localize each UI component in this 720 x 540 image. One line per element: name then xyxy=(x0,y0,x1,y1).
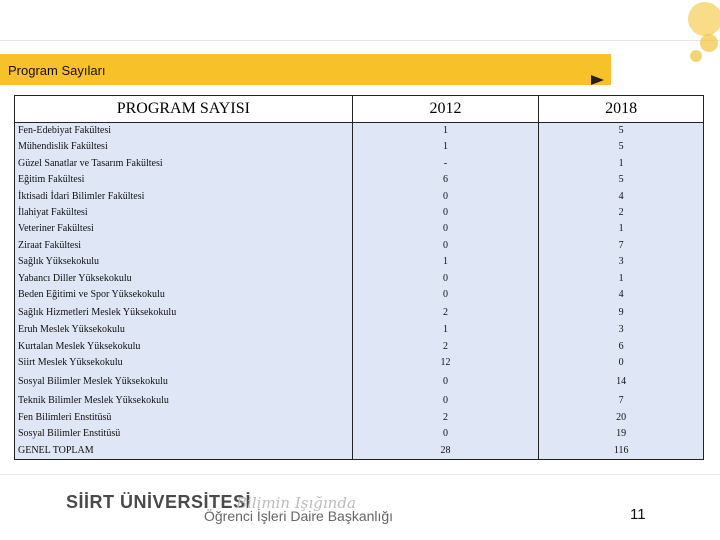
arrow-icon xyxy=(591,75,604,85)
office-name: Öğrenci İşleri Daire Başkanlığı xyxy=(204,508,394,524)
value-2018: 9 xyxy=(539,303,704,322)
value-2012: 0 xyxy=(352,238,539,254)
unit-name: Güzel Sanatlar ve Tasarım Fakültesi xyxy=(15,156,353,172)
value-2012: 1 xyxy=(352,322,539,338)
value-2018: 3 xyxy=(539,254,704,270)
table-row xyxy=(15,426,704,442)
value-2012: 0 xyxy=(352,271,539,287)
value-2018: 1 xyxy=(539,271,704,287)
unit-name: Sosyal Bilimler Meslek Yüksekokulu xyxy=(15,372,353,391)
value-2012: 0 xyxy=(352,189,539,205)
page-title: Program Sayıları xyxy=(8,63,106,78)
value-2018: 19 xyxy=(539,426,704,442)
table-row xyxy=(15,139,704,155)
value-2012: 1 xyxy=(352,139,539,155)
value-2012: 1 xyxy=(352,254,539,270)
value-2018: 1 xyxy=(539,156,704,172)
table-row xyxy=(15,271,704,287)
total-2012: 28 xyxy=(352,443,539,460)
unit-name: Sağlık Yüksekokulu xyxy=(15,254,353,270)
header-program: PROGRAM SAYISI xyxy=(15,96,353,123)
table-row xyxy=(15,287,704,303)
page-number: 11 xyxy=(630,506,646,523)
unit-name: Yabancı Diller Yüksekokulu xyxy=(15,271,353,287)
value-2012: 1 xyxy=(352,123,539,140)
value-2012: 0 xyxy=(352,391,539,410)
value-2012: 0 xyxy=(352,426,539,442)
value-2018: 3 xyxy=(539,322,704,338)
table-row xyxy=(15,339,704,355)
value-2012: 0 xyxy=(352,287,539,303)
footer-divider xyxy=(0,474,720,475)
unit-name: Sağlık Hizmetleri Meslek Yüksekokulu xyxy=(15,303,353,322)
unit-name: Beden Eğitimi ve Spor Yüksekokulu xyxy=(15,287,353,303)
value-2018: 4 xyxy=(539,189,704,205)
unit-name: Fen Bilimleri Enstitüsü xyxy=(15,410,353,426)
header-2012: 2012 xyxy=(352,96,539,123)
table-row xyxy=(15,410,704,426)
top-frame xyxy=(0,0,720,41)
table-row xyxy=(15,372,704,391)
program-table xyxy=(14,95,704,460)
unit-name: Kurtalan Meslek Yüksekokulu xyxy=(15,339,353,355)
decoration-circle xyxy=(688,2,720,36)
decoration-circle xyxy=(700,34,718,52)
value-2012: 2 xyxy=(352,339,539,355)
university-logo-text: SİİRT ÜNİVERSİTESİ xyxy=(66,492,252,512)
unit-name: Teknik Bilimler Meslek Yüksekokulu xyxy=(15,391,353,410)
value-2018: 7 xyxy=(539,391,704,410)
value-2018: 14 xyxy=(539,372,704,391)
unit-name: Eğitim Fakültesi xyxy=(15,172,353,188)
table-row xyxy=(15,355,704,371)
table-row xyxy=(15,221,704,237)
value-2012: 0 xyxy=(352,221,539,237)
value-2012: - xyxy=(352,156,539,172)
unit-name: Eruh Meslek Yüksekokulu xyxy=(15,322,353,338)
total-label: GENEL TOPLAM xyxy=(15,443,353,460)
value-2018: 4 xyxy=(539,287,704,303)
value-2012: 6 xyxy=(352,172,539,188)
table-header-row xyxy=(15,96,704,123)
table-row xyxy=(15,156,704,172)
value-2012: 2 xyxy=(352,303,539,322)
value-2012: 0 xyxy=(352,205,539,221)
table-row xyxy=(15,254,704,270)
value-2018: 2 xyxy=(539,205,704,221)
table-total-row xyxy=(15,443,704,460)
value-2018: 5 xyxy=(539,139,704,155)
table-row xyxy=(15,391,704,410)
value-2018: 0 xyxy=(539,355,704,371)
unit-name: Sosyal Bilimler Enstitüsü xyxy=(15,426,353,442)
value-2012: 12 xyxy=(352,355,539,371)
value-2018: 5 xyxy=(539,172,704,188)
unit-name: Fen-Edebiyat Fakültesi xyxy=(15,123,353,140)
table-row xyxy=(15,303,704,322)
table-row xyxy=(15,172,704,188)
value-2018: 1 xyxy=(539,221,704,237)
value-2012: 2 xyxy=(352,410,539,426)
table-row xyxy=(15,322,704,338)
header-2018: 2018 xyxy=(539,96,704,123)
unit-name: Ziraat Fakültesi xyxy=(15,238,353,254)
table-row xyxy=(15,238,704,254)
value-2012: 0 xyxy=(352,372,539,391)
unit-name: İlahiyat Fakültesi xyxy=(15,205,353,221)
slogan: Bilimin Işığında xyxy=(236,494,356,512)
decoration-circle xyxy=(690,50,702,62)
table-row xyxy=(15,123,704,140)
table-row xyxy=(15,189,704,205)
unit-name: Siirt Meslek Yüksekokulu xyxy=(15,355,353,371)
unit-name: İktisadi İdari Bilimler Fakültesi xyxy=(15,189,353,205)
value-2018: 5 xyxy=(539,123,704,140)
unit-name: Mühendislik Fakültesi xyxy=(15,139,353,155)
total-2018: 116 xyxy=(539,443,704,460)
table-row xyxy=(15,205,704,221)
value-2018: 6 xyxy=(539,339,704,355)
value-2018: 7 xyxy=(539,238,704,254)
value-2018: 20 xyxy=(539,410,704,426)
unit-name: Veteriner Fakültesi xyxy=(15,221,353,237)
